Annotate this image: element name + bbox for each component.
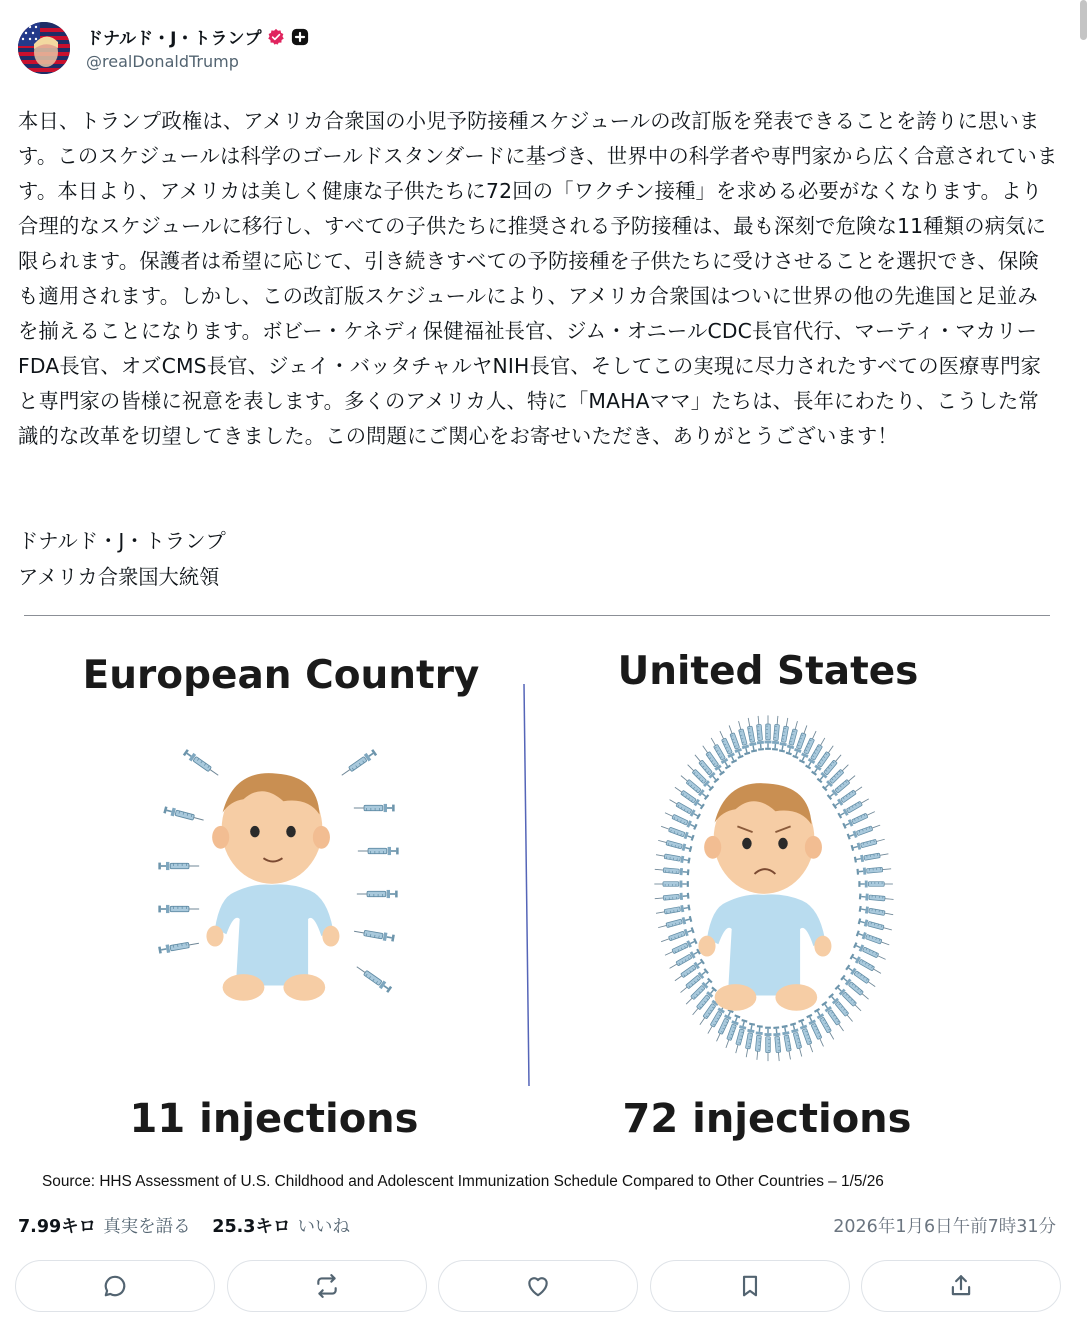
- share-icon: [948, 1273, 974, 1299]
- scrollbar-thumb[interactable]: [1080, 0, 1087, 40]
- signature-title: アメリカ合衆国大統領: [18, 564, 220, 589]
- right-syringe: [654, 892, 689, 902]
- left-syringe: [358, 847, 399, 855]
- right-syringe: [657, 915, 692, 931]
- action-bar: [15, 1260, 1061, 1316]
- display-name[interactable]: ドナルド・J・トランプ: [86, 29, 262, 49]
- retruth-icon: [314, 1273, 340, 1299]
- right-syringe: [856, 930, 891, 948]
- right-syringe: [654, 866, 689, 876]
- right-syringe: [859, 893, 894, 903]
- signature: [18, 524, 226, 595]
- likes-count: 25.3キロ: [212, 1217, 291, 1237]
- right-syringe: [771, 716, 781, 751]
- left-syringe: [158, 905, 199, 913]
- right-syringe: [765, 715, 772, 750]
- left-syringe: [354, 963, 392, 993]
- plus-badge-icon: [291, 28, 309, 46]
- left-syringe: [357, 890, 398, 898]
- like-button[interactable]: [438, 1260, 638, 1312]
- avatar[interactable]: [18, 22, 70, 74]
- right-syringe: [773, 1026, 783, 1061]
- signature-name: ドナルド・J・トランプ: [18, 529, 226, 553]
- right-syringe: [856, 865, 891, 875]
- right-syringe: [654, 881, 689, 888]
- right-syringe: [850, 836, 885, 852]
- truths-label: 真実を語る: [103, 1217, 191, 1237]
- right-syringe: [755, 716, 765, 751]
- left-syringe: [182, 749, 220, 779]
- author-handle[interactable]: @realDonaldTrump: [86, 51, 239, 71]
- right-baby-illustration: [698, 783, 831, 1011]
- post-body-text: 本日、トランプ政権は、アメリカ合衆国の小児予防接種スケジュールの改訂版を発表できることを誇りに思います。このスケジュールは科学のゴールドスタンダードに基づき、世界中の科学者や専門家から広く合意されています。本日より、アメリカは美しく健康な子供たちに72回の「ワクチン接種」を求める必要がなくなります。より合理的なスケジュールに移行し、すべての子供たちに推奨される予防接種は、最も深刻で危険な11種類の病気に限られます。保護者は希望に応じて、引き続きすべての予防接種を子供たちに受けさせることを選択でき、保険も適用されます。しかし、この改訂版スケジュールにより、アメリカ合衆国はついに世界の他の先進国と足並みを揃えることになります。ボビー・ケネディ保健福祉長官、ジム・オニールCDC長官代行、マーティ・マカリーFDA長官、オズCMS長官、ジェイ・バッタチャルヤNIH長官、そしてこの実現に尽力されたすべての医療専門家と専門家の皆様に祝意を表します。多くのアメリカ人、特に「MAHAママ」たちは、長年にわたり、こうした常識的な改革を切望してきました。この問題にご関心をお寄せいただき、ありがとうございます！: [18, 109, 1058, 448]
- right-syringe: [859, 905, 894, 918]
- right-syringe: [765, 1027, 772, 1062]
- right-syringe: [655, 904, 690, 917]
- verified-badge-icon: [267, 28, 285, 46]
- right-syringe: [858, 881, 893, 888]
- image-source-caption: Source: HHS Assessment of U.S. Childhood and Adolescent Immunization Schedule Compared to Other Countries – 1/5/26: [42, 1173, 884, 1190]
- right-syringe: [678, 968, 709, 996]
- likes-label: いいね: [297, 1217, 350, 1237]
- left-syringe: [353, 927, 395, 942]
- right-syringe: [657, 837, 692, 853]
- reply-icon: [102, 1273, 128, 1299]
- share-button[interactable]: [861, 1260, 1061, 1312]
- left-syringe: [339, 749, 377, 779]
- retruth-button[interactable]: [227, 1260, 427, 1312]
- left-syringe: [158, 862, 199, 870]
- bookmark-icon: [737, 1273, 763, 1299]
- truths-count: 7.99キロ: [18, 1217, 97, 1237]
- post-header: [18, 20, 309, 76]
- center-divider: [524, 684, 529, 1086]
- truths-stat[interactable]: [18, 1213, 191, 1238]
- right-syringe: [753, 1025, 763, 1060]
- right-syringe: [858, 918, 893, 934]
- left-baby-illustration: [206, 773, 339, 1001]
- left-syringe: [158, 939, 200, 954]
- post-timestamp[interactable]: 2026年1月6日午前7時31分: [833, 1217, 1056, 1237]
- bookmark-button[interactable]: [650, 1260, 850, 1312]
- heart-icon: [525, 1273, 551, 1299]
- likes-stat[interactable]: [212, 1213, 350, 1238]
- right-syringe: [854, 850, 889, 863]
- right-heading: United States: [617, 649, 919, 694]
- left-count: 11 injections: [129, 1096, 419, 1142]
- left-syringe: [163, 806, 205, 824]
- right-syringe: [655, 851, 690, 864]
- right-count: 72 injections: [622, 1096, 912, 1142]
- reply-button[interactable]: [15, 1260, 215, 1312]
- post-stats: [18, 1213, 1058, 1243]
- left-syringe: [354, 804, 395, 812]
- left-heading: European Country: [82, 653, 480, 698]
- post-image[interactable]: [0, 616, 1089, 1206]
